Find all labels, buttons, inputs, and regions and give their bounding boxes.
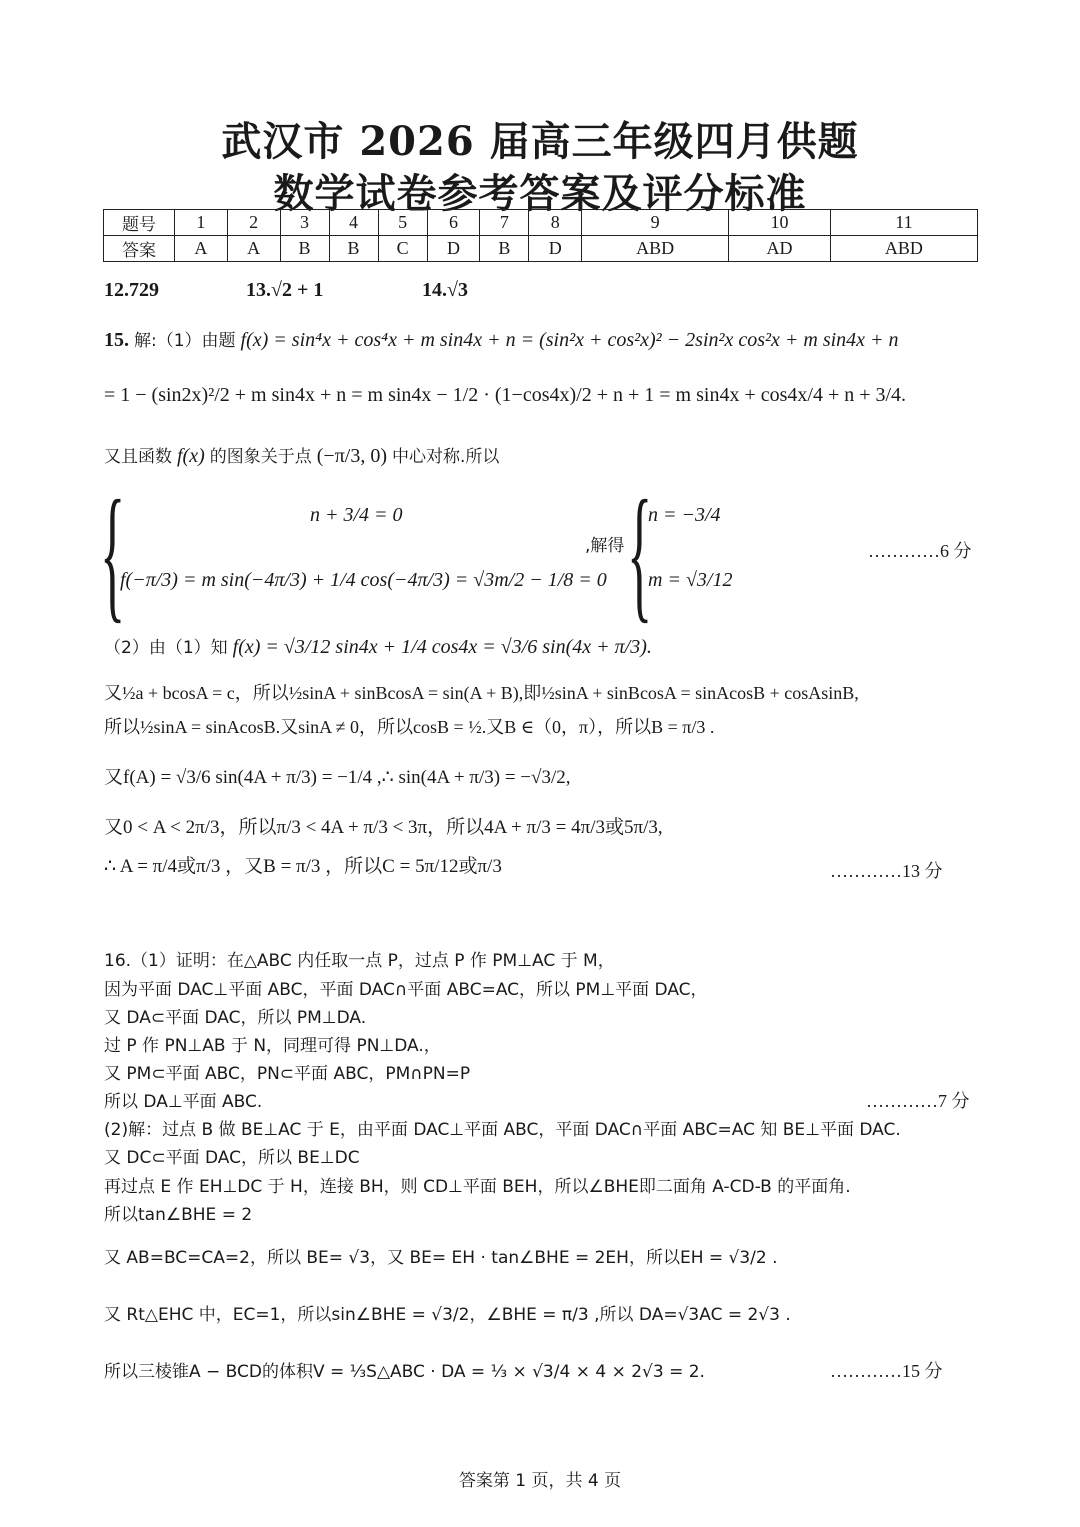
blank-label: 13. [246, 279, 271, 301]
title-line-2: 数学试卷参考答案及评分标准 [273, 170, 807, 217]
q16-line: (2)解：过点 B 做 BE⊥AC 于 E，由平面 DAC⊥平面 ABC，平面 DAC∩平面 ABC=AC 知 BE⊥平面 DAC. [104, 1120, 901, 1140]
score-6: …………6 分 [868, 541, 972, 561]
question-number: 2 [227, 210, 280, 236]
row-label: 答案 [104, 236, 175, 262]
question-number: 7 [480, 210, 529, 236]
answer-cell: D [427, 236, 480, 262]
answer-table [103, 209, 978, 262]
answer-row [104, 236, 978, 262]
q16-line: 又 DC⊂平面 DAC，所以 BE⊥DC [104, 1148, 360, 1168]
q16-line: 因为平面 DAC⊥平面 ABC，平面 DAC∩平面 ABC=AC，所以 PM⊥平面 DAC， [104, 980, 708, 1000]
blank-label: 14. [422, 279, 447, 301]
blank-value: √2 + 1 [271, 279, 324, 301]
answer-cell: B [280, 236, 329, 262]
score-7: …………7 分 [866, 1091, 970, 1111]
text: 中心对称.所以 [392, 447, 500, 467]
score-15: …………15 分 [830, 1361, 943, 1381]
question-number: 4 [329, 210, 378, 236]
blank-value: √3 [447, 279, 468, 301]
q16-line: 所以tan∠BHE = 2 [104, 1205, 253, 1225]
q16-line: 又 PM⊂平面 ABC，PN⊂平面 ABC，PM∩PN=P [104, 1064, 471, 1084]
question-label: 15. [104, 329, 129, 351]
q15-line-a: 又½a + bcosA = c，所以½sinA + sinBcosA = sin(A + B),即½sinA + sinBcosA = sinAcosB + cosAsinB, [104, 683, 859, 703]
system-eq-2: f(−π/3) = m sin(−4π/3) + 1/4 cos(−4π/3) = √3m/2 − 1/8 = 0 [120, 569, 607, 591]
fx: f(x) [177, 445, 205, 467]
point: (−π/3, 0) [316, 445, 388, 467]
q15-line-2: = 1 − (sin2x)²/2 + m sin4x + n = m sin4x − 1/2 · (1−cos4x)/2 + n + 1 = m sin4x + cos4x/4 + n + 3/4. [104, 384, 907, 406]
q16-line: 再过点 E 作 EH⊥DC 于 H，连接 BH，则 CD⊥平面 BEH，所以∠BHE即二面角 A-CD-B 的平面角. [104, 1177, 851, 1197]
question-number: 3 [280, 210, 329, 236]
q15-line-e: ∴ A = π/4或π/3 ，又B = π/3 ，所以C = 5π/12或π/3 [104, 856, 502, 877]
solution-n: n = −3/4 [648, 504, 721, 526]
question-number: 10 [729, 210, 831, 236]
q16-line: 又 AB=BC=CA=2，所以 BE= √3，又 BE= EH · tan∠BHE = 2EH，所以EH = √3/2 . [104, 1248, 778, 1268]
system-eq-1: n + 3/4 = 0 [310, 504, 403, 526]
fill-blank-13 [246, 280, 323, 300]
q15-line-c: 又f(A) = √3/6 sin(4A + π/3) = −1/4 ,∴ sin(4A + π/3) = −√3/2, [104, 767, 571, 788]
score-13: …………13 分 [830, 861, 943, 881]
q16-line: 又 Rt△EHC 中，EC=1，所以sin∠BHE = √3/2，∠BHE = π/3 ,所以 DA=√3AC = 2√3 . [104, 1305, 791, 1325]
q16-line: 又 DA⊂平面 DAC，所以 PM⊥DA. [104, 1008, 367, 1028]
fill-blank-14 [422, 280, 468, 300]
answer-cell: ABD [830, 236, 977, 262]
left-brace-icon: { [627, 470, 653, 636]
answer-cell: A [175, 236, 228, 262]
answer-cell: A [227, 236, 280, 262]
question-number: 8 [529, 210, 582, 236]
q15-line-3 [104, 446, 499, 466]
question-number: 1 [175, 210, 228, 236]
row-label: 题号 [104, 210, 175, 236]
q15-part2 [104, 637, 652, 657]
question-number: 5 [378, 210, 427, 236]
solution-m: m = √3/12 [648, 569, 733, 591]
equation: f(x) = sin⁴x + cos⁴x + m sin4x + n = (sin²x + cos²x)² − 2sin²x cos²x + m sin4x + n [240, 329, 899, 351]
q15-line-1 [104, 330, 899, 350]
part-intro: 解:（1）由题 [134, 331, 236, 351]
q15-line-b: 所以½sinA = sinAcosB.又sinA ≠ 0，所以cosB = ½.又B ∈（0，π），所以B = π/3 . [104, 717, 715, 737]
equation: f(x) = √3/12 sin4x + 1/4 cos4x = √3/6 sin(4x + π/3). [232, 636, 652, 658]
answer-cell: ABD [582, 236, 729, 262]
part-intro: （2）由（1）知 [104, 638, 228, 658]
title-line-1: 武汉市 2026 届高三年级四月供题 [221, 118, 859, 165]
q15-line-d: 又0 < A < 2π/3，所以π/3 < 4A + π/3 < 3π，所以4A + π/3 = 4π/3或5π/3, [104, 817, 663, 838]
q16-line: 过 P 作 PN⊥AB 于 N，同理可得 PN⊥DA.， [104, 1036, 441, 1056]
page-footer: 答案第 1 页，共 4 页 [458, 1471, 622, 1491]
text: 又且函数 [104, 447, 172, 467]
question-number: 6 [427, 210, 480, 236]
answer-cell: AD [729, 236, 831, 262]
q16-line: 16.（1）证明：在△ABC 内任取一点 P，过点 P 作 PM⊥AC 于 M， [104, 951, 615, 971]
fill-blank-12 [104, 280, 159, 300]
answer-cell: D [529, 236, 582, 262]
blank-label: 12. [104, 279, 129, 301]
blank-value: 729 [129, 279, 159, 301]
question-number-row [104, 210, 978, 236]
question-number: 11 [830, 210, 977, 236]
left-brace-icon: { [100, 470, 126, 636]
answer-cell: B [480, 236, 529, 262]
q16-line: 所以 DA⊥平面 ABC. [104, 1092, 263, 1112]
q16-line: 所以三棱锥A − BCD的体积V = ⅓S△ABC · DA = ⅓ × √3/4 × 4 × 2√3 = 2. [104, 1362, 705, 1382]
text: 的图象关于点 [209, 447, 312, 467]
question-number: 9 [582, 210, 729, 236]
answer-cell: C [378, 236, 427, 262]
answer-cell: B [329, 236, 378, 262]
solve-label: ,解得 [585, 536, 625, 556]
